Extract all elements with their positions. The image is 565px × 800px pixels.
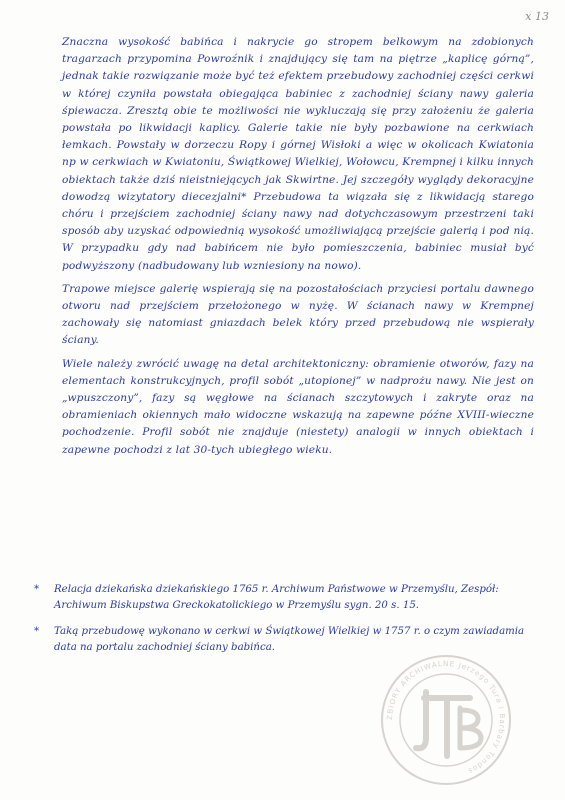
footnote-marker: * [34, 584, 40, 595]
stamp-ring-text: ZBIORY ARCHIWALNE Jerzego Tura i Barbary Tondos [384, 658, 508, 777]
footnote-marker: * [34, 626, 40, 637]
paragraph-1: Znaczna wysokość babińca i nakrycie go stropem belkowym na zdobionych tragarzach przypomina Powroźnik i znajdujący się tam na piętrze „kaplicę górną”, jednak takie rozwiązanie może być też efektem przebudowy zachodniej części cerkwi w której czyniła powstała obiegająca babiniec z zachodniej ściany nawy galeria śpiewacza. Zresztą obie te możliwości nie wykluczają się przy założeniu że galeria powstała po likwidacji kaplicy. Galerie takie nie były pozbawione na cerkwiach łemkach. Powstały w dorzeczu Ropy i górnej Wisłoki a więc w okolicach Kwiatonia np w cerkwiach w Kwiatoniu, Świątkowej Wielkiej, Wołowcu, Krempnej i kilku innych obiektach także dziś nieistniejących jak Skwirtne. Jej szczegóły wyglądy dekoracyjne dowodzą wizytatory diecezjalni* Przebudowa ta wiązała się z likwidacją starego chóru i przejściem zachodniej ściany nawy nad dotychczasowym przestrzeni taki sposób aby uzyskać odpowiednią wysokość umożliwiającą przejście galerią i pod nią. W przypadku gdy nad babińcem nie było pomieszczenia, babiniec musiał być podwyższony (nadbudowany lub wzniesiony na nowo). [62, 36, 534, 272]
footnote-text: Relacja dziekańska dziekańskiego 1765 r. Archiwum Państwowe w Przemyślu, Zespół: Archiwum Biskupstwa Greckokatolickiego w Przemyślu sygn. 20 s. 15. [54, 584, 499, 611]
paragraph-3: Wiele należy zwrócić uwagę na detal architektoniczny: obramienie otworów, fazy na elementach konstrukcyjnych, profil sobót „utopionej” w nadprożu nawy. Nie jest on „wpuszczony”, fazy są węgłowe na ścianach szczytowych i zakryte oraz na obramieniach okiennych mało widoczne wskazują na zapewne późne XVIII-wieczne pochodzenie. Profil sobót nie znajduje (niestety) analogii w innych obiektach i zapewne pochodzi z lat 30-tych ubiegłego wieku. [62, 357, 534, 456]
footnote-1 [34, 582, 534, 614]
footnote-text: Taką przebudowę wykonano w cerkwi w Świątkowej Wielkiej w 1757 r. o czym zawiadamia data na portalu zachodniej ściany babińca. [54, 626, 525, 653]
archive-stamp-logo [378, 652, 514, 788]
paragraph-2: Trapowe miejsce galerię wspierają się na pozostałościach przyciesi portalu dawnego otworu nad przejściem przełożonego w nyżę. W ścianach nawy w Krempnej zachowały się natomiast gniazdach belek który przed przebudową nie wspierały ściany. [62, 282, 534, 347]
page-number: x 13 [525, 10, 549, 23]
manuscript-body [62, 34, 534, 459]
